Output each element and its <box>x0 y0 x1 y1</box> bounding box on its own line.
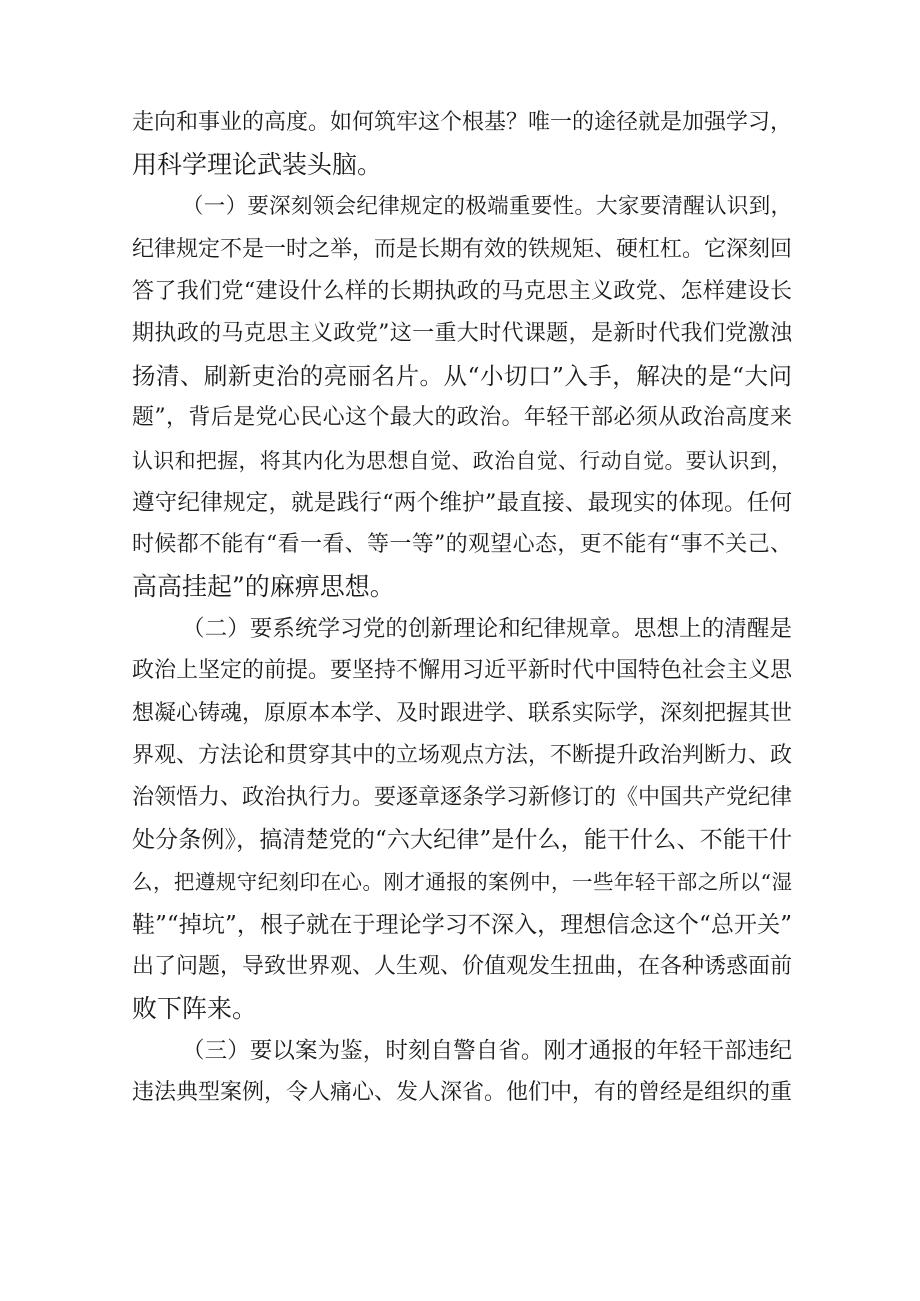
paragraph-heading-line: （二）要系统学习党的创新理论和纪律规章。思想上的清醒是 <box>182 616 792 643</box>
text-line: 时候都不能有“看一看、等一等”的观望心态，更不能有“事不关己、 <box>132 531 792 557</box>
text-line: 违法典型案例，令人痛心、发人深省。他们中，有的曾经是组织的重 <box>132 1080 793 1106</box>
paragraph <box>132 102 792 186</box>
text-line: 界观、方法论和贯穿其中的立场观点方法，不断提升政治判断力、政 <box>132 742 793 768</box>
text-line: 答了我们党“建设什么样的长期执政的马克思主义政党、怎样建设长 <box>132 278 792 304</box>
paragraph <box>132 186 792 608</box>
text-line: 纪律规定不是一时之举，而是长期有效的铁规矩、硬杠杠。它深刻回 <box>132 236 793 262</box>
text-line: 期执政的马克思主义政党”这一重大时代课题，是新时代我们党激浊 <box>132 320 792 346</box>
text-line: 政治上坚定的前提。要坚持不懈用习近平新时代中国特色社会主义思 <box>132 658 793 684</box>
text-line: 认识和把握，将其内化为思想自觉、政治自觉、行动自觉。要认识到， <box>132 448 792 473</box>
text-line: 处分条例》，搞清楚党的“六大纪律”是什么，能干什么、不能干什 <box>132 827 792 854</box>
text-line: 想凝心铸魂，原原本本学、及时跟进学、联系实际学，深刻把握其世 <box>132 700 793 726</box>
text-line: 么，把遵规守纪刻印在心。刚才通报的案例中，一些年轻干部之所以“湿 <box>132 870 792 895</box>
paragraph-heading-line: （三）要以案为鉴，时刻自警自省。刚才通报的年轻干部违纪 <box>182 1038 792 1065</box>
text-line: 走向和事业的高度。如何筑牢这个根基？唯一的途径就是加强学习， <box>132 110 793 135</box>
text-line: 鞋”“掉坑”，根子就在于理论学习不深入，理想信念这个“总开关” <box>132 911 792 938</box>
text-line: 用科学理论武装头脑。 <box>132 150 383 180</box>
paragraph <box>132 1030 792 1114</box>
text-line: 出了问题，导致世界观、人生观、价值观发生扭曲，在各种诱惑面前 <box>132 953 793 979</box>
document-body <box>132 102 792 1115</box>
paragraph-heading-line: （一）要深刻领会纪律规定的极端重要性。大家要清醒认识到， <box>182 194 792 220</box>
paragraph <box>132 608 792 1030</box>
text-line: 治领悟力、政治执行力。要逐章逐条学习新修订的《中国共产党纪律 <box>132 785 793 810</box>
text-line: 遵守纪律规定，就是践行“两个维护”最直接、最现实的体现。任何 <box>132 489 792 516</box>
text-line: 扬清、刷新吏治的亮丽名片。从“小切口”入手，解决的是“大问 <box>132 362 792 391</box>
text-line: 败下阵来。 <box>132 993 258 1023</box>
text-line: 题”，背后是党心民心这个最大的政治。年轻干部必须从政治高度来 <box>132 405 792 431</box>
text-line: 高高挂起”的麻痹思想。 <box>132 572 395 602</box>
